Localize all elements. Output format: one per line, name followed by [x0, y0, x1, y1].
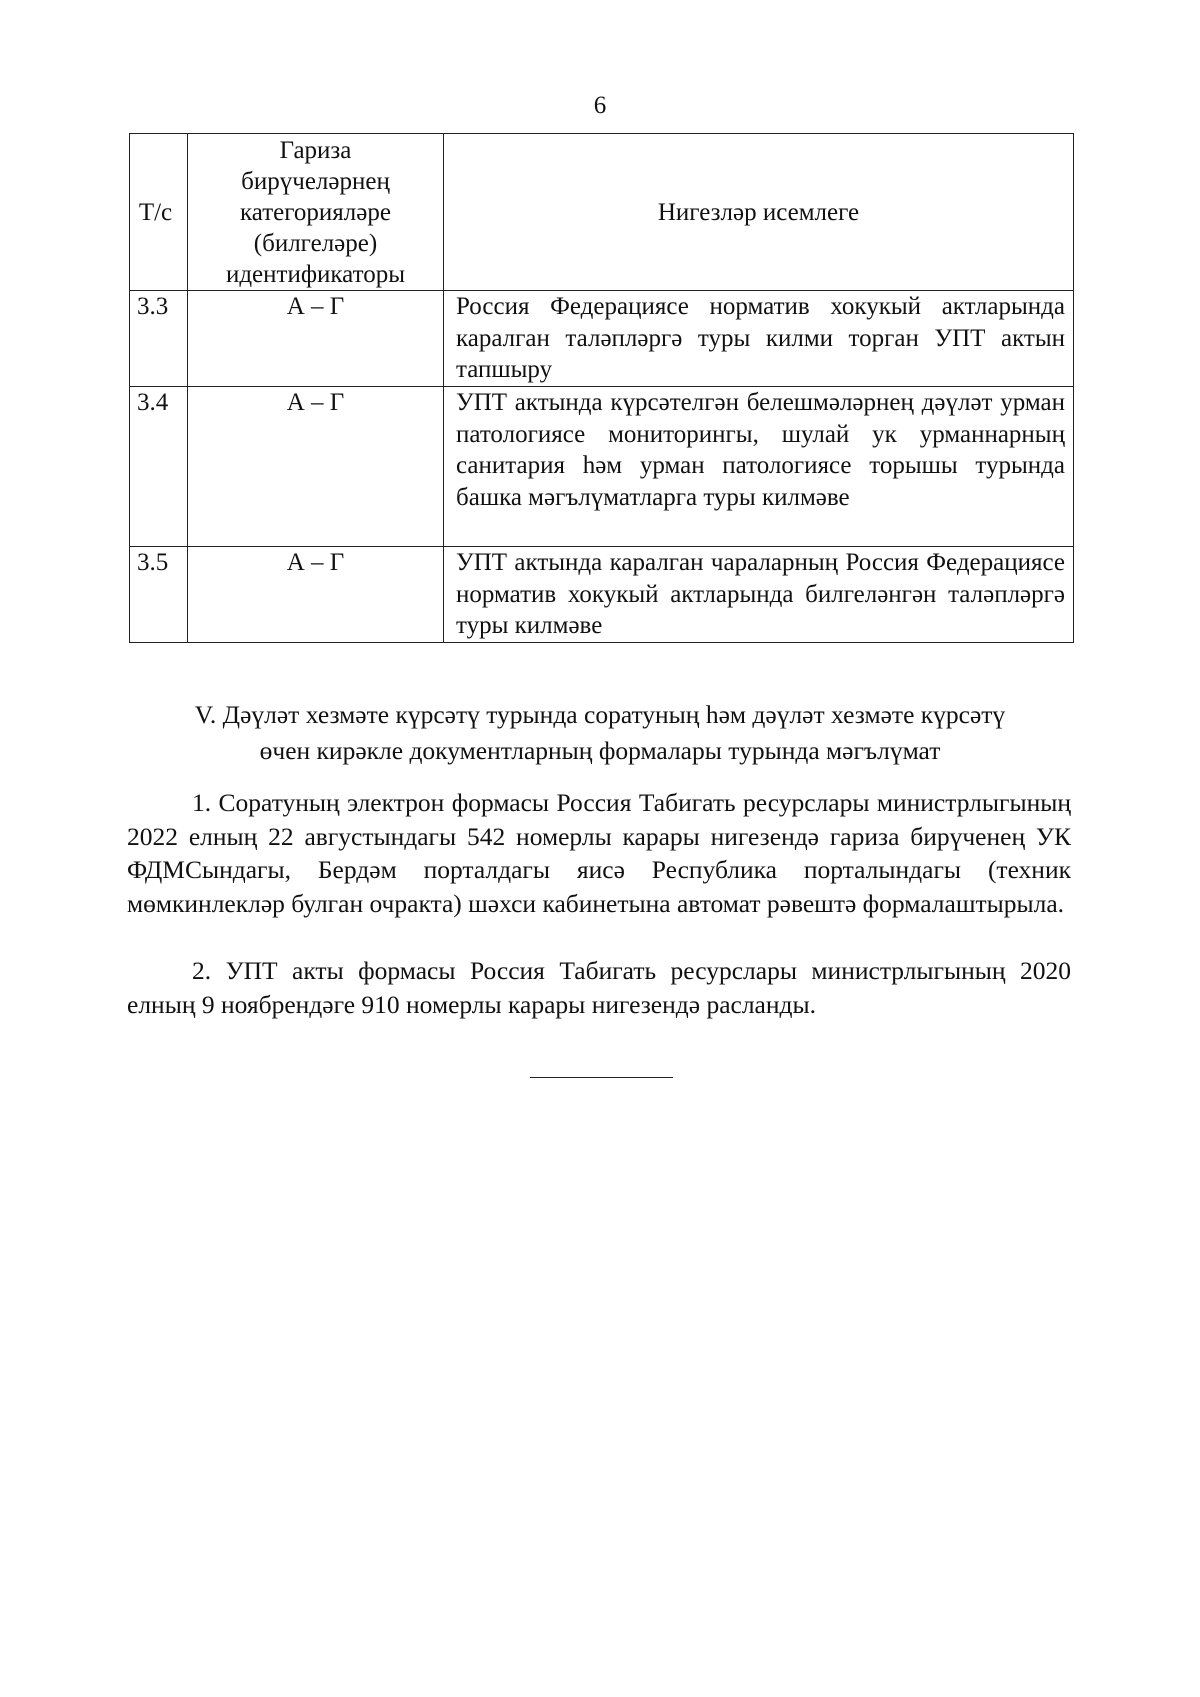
- row-number: 3.3: [130, 291, 188, 387]
- section-heading-line-2: өчен кирәкле документларның формалары турында мәгълүмат: [259, 736, 941, 765]
- paragraph-1: 1. Соратуның электрон формасы Россия Табигать ресурслары министрлыгының 2022 елның 22 августындагы 542 номерлы карары нигезендә гариза бирүченең УК ФДМСындагы, Бердәм порталдагы яисә Республика порталындагы (техник мөмкинлекләр булган очракта) шәхси кабинетына автомат рәвештә формалаштырыла.: [127, 788, 1071, 918]
- row-category: А – Г: [188, 291, 444, 387]
- header-applicant-category: [188, 134, 444, 291]
- table-row: [130, 547, 1074, 643]
- header-category-line: бирүчеләрнең: [241, 168, 390, 195]
- table-header-row: [130, 134, 1074, 291]
- table-row: [130, 387, 1074, 547]
- end-divider: [530, 1077, 673, 1078]
- header-category-line: категорияләре: [240, 199, 391, 226]
- section-heading-line-1: V. Дәүләт хезмәте күрсәтү турында соратуның һәм дәүләт хезмәте күрсәтү: [194, 700, 1006, 729]
- row-number: 3.5: [130, 547, 188, 643]
- section-heading: [130, 697, 1070, 769]
- row-ground-text: УПТ актында күрсәтелгән белешмәләрнең дәүләт урман патологиясе мониторингы, шулай ук урманнарның санитария һәм урман патологиясе торышы турында башка мәгълүматларга туры килмәве: [444, 387, 1074, 547]
- row-number: 3.4: [130, 387, 188, 547]
- page-number: 6: [593, 92, 607, 119]
- header-category-line: Гариза: [279, 137, 352, 164]
- grounds-table: [129, 133, 1074, 643]
- table-row: [130, 291, 1074, 387]
- row-ground-text: Россия Федерациясе норматив хокукый актларында каралган таләпләргә туры килми торган УПТ актын тапшыру: [444, 291, 1074, 387]
- row-ground-text: УПТ актында каралган чараларның Россия Федерациясе норматив хокукый актларында билгеләнгән таләпләргә туры килмәве: [444, 547, 1074, 643]
- paragraph-2: 2. УПТ акты формасы Россия Табигать ресурслары министрлыгының 2020 елның 9 ноябрендәге 910 номерлы карары нигезендә расланды.: [127, 956, 1071, 1019]
- header-category-line: идентификаторы: [225, 261, 406, 288]
- header-category-line: (билгеләре): [253, 230, 378, 257]
- header-number: Т/с: [130, 134, 188, 291]
- row-category: А – Г: [188, 387, 444, 547]
- header-grounds-list: Нигезләр исемлеге: [444, 134, 1074, 291]
- row-category: А – Г: [188, 547, 444, 643]
